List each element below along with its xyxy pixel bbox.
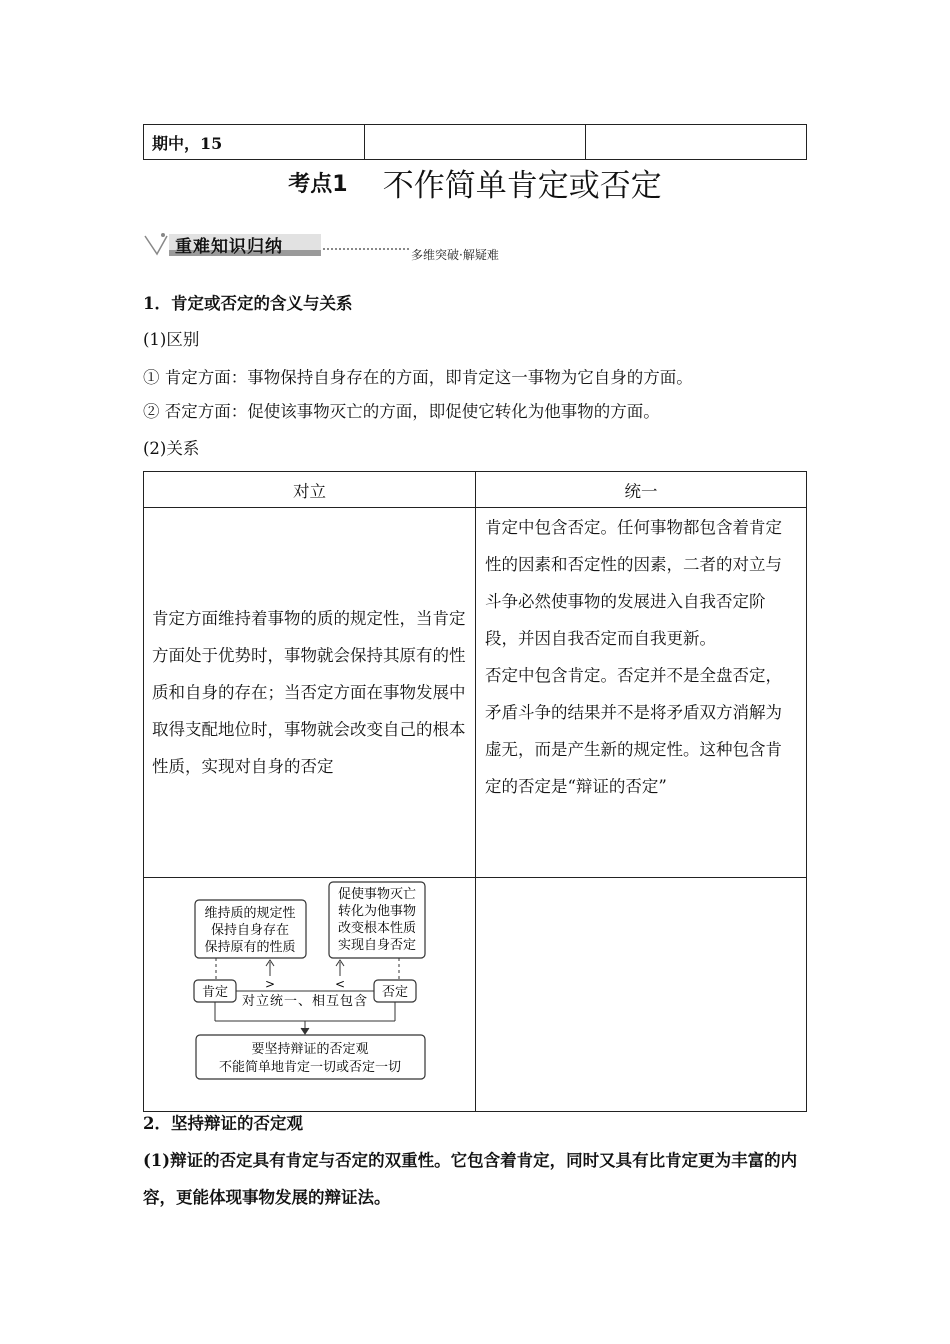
- left-box: [195, 900, 306, 958]
- table-cell: [586, 125, 807, 160]
- right-box-line-2: 转化为他事物: [337, 904, 417, 919]
- section-label: 考点1: [288, 172, 348, 197]
- banner-dots: [323, 248, 409, 250]
- header-opposition: 对立: [144, 472, 476, 508]
- affirm-box: [194, 980, 236, 1002]
- table-row: [144, 878, 807, 1112]
- banner-label: 重难知识归纳: [175, 237, 283, 257]
- diagram-cell: [144, 878, 476, 1112]
- right-box-line-3: 改变根本性质: [337, 921, 417, 936]
- subheading-distinction: (1)区别: [143, 330, 200, 349]
- relation-label: 对立统一、相互包含: [241, 994, 369, 1009]
- affirm-label: 肯定: [201, 985, 229, 1000]
- table-row: [144, 472, 807, 508]
- greater-than-sign: >: [264, 977, 276, 991]
- relation-table: [143, 471, 807, 1112]
- section-heading: 不作简单肯定或否定: [382, 168, 662, 204]
- left-box-line-1: 维持质的规定性: [204, 906, 296, 921]
- unity-cell: [476, 508, 807, 878]
- left-box-line-2: 保持自身存在: [210, 923, 290, 938]
- paragraph-1: (1)辩证的否定具有肯定与否定的双重性。它包含着肯定，同时又具有比肯定更为丰富的内容，更能体现事物发展的辩证法。: [143, 1151, 798, 1207]
- empty-cell: [476, 878, 807, 1112]
- item-negate: ② 否定方面：促使该事物灭亡的方面，即促使它转化为他事物的方面。: [143, 402, 660, 421]
- table-row: [144, 508, 807, 878]
- conclusion-line-2: 不能简单地肯定一切或否定一切: [218, 1060, 402, 1075]
- left-box-line-3: 保持原有的性质: [204, 940, 296, 955]
- up-arrow-right-icon: [336, 960, 344, 976]
- opposition-cell: [144, 508, 476, 878]
- conclusion-box: [196, 1035, 425, 1079]
- dialectic-diagram: [144, 878, 475, 1111]
- section-title: [0, 160, 950, 205]
- header-unity: 统一: [476, 472, 807, 508]
- negate-box: [374, 980, 416, 1002]
- conclusion-line-1: 要坚持辩证的否定观: [251, 1042, 369, 1057]
- less-than-sign: <: [334, 977, 346, 991]
- right-box: [329, 882, 425, 958]
- right-box-line-1: 促使事物灭亡: [337, 887, 417, 902]
- section-banner: [143, 230, 807, 266]
- table-cell: [365, 125, 586, 160]
- heading-2: 2．坚持辩证的否定观: [143, 1114, 303, 1133]
- negate-label: 否定: [381, 985, 409, 1000]
- right-box-line-4: 实现自身否定: [337, 938, 417, 953]
- subheading-relation: (2)关系: [143, 439, 200, 458]
- banner-subtitle: 多维突破·解疑难: [411, 248, 499, 262]
- table-row: [144, 125, 807, 160]
- unity-text-1: 肯定中包含否定。任何事物都包含着肯定性的因素和否定性的因素，二者的对立与斗争必然使事物的发展进入自我否定阶段，并因自我否定而自我更新。: [485, 518, 782, 648]
- table-cell: 期中，15: [144, 125, 365, 160]
- heading-1: 1．肯定或否定的含义与关系: [143, 294, 353, 313]
- unity-text-2: 否定中包含肯定。否定并不是全盘否定，矛盾斗争的结果并不是将矛盾双方消解为虚无，而是产生新的规定性。这种包含肯定的否定是“辩证的否定”: [485, 666, 782, 796]
- top-table: [143, 124, 807, 160]
- item-affirm: ① 肯定方面：事物保持自身存在的方面，即肯定这一事物为它自身的方面。: [143, 368, 693, 387]
- opposition-text: 肯定方面维持着事物的质的规定性，当肯定方面处于优势时，事物就会保持其原有的性质和自身的存在；当否定方面在事物发展中取得支配地位时，事物就会改变自己的根本性质，实现对自身的否定: [152, 609, 466, 776]
- up-arrow-left-icon: [266, 960, 274, 976]
